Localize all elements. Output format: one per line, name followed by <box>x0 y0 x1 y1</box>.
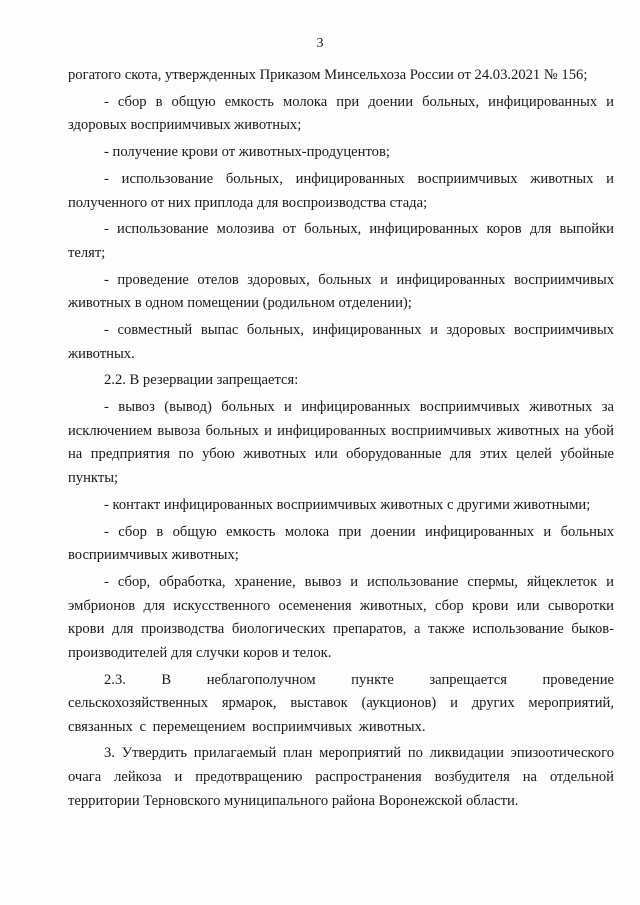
list-item-colostrum: - использование молозива от больных, инфицированных коров для выпойки телят; <box>68 221 614 261</box>
section-2-3: 2.3. В неблагополучном пункте запрещается проведение сельскохозяйственных ярмарок, выставок (аукционов) и других мероприятий, связанных с перемещением восприимчивых животных. <box>68 671 614 735</box>
list-item-calving: - проведение отелов здоровых, больных и инфицированных восприимчивых животных в одном помещении (родильном отделении); <box>68 271 614 312</box>
document-body <box>68 64 614 816</box>
section-2-2-heading: 2.2. В резервации запрещается: <box>104 372 299 389</box>
page-number: 3 <box>316 36 324 51</box>
list-item-milk-collection: - сбор в общую емкость молока при доении больных, инфицированных и здоровых восприимчивых животных; <box>68 93 614 134</box>
list-item-breeding-use: - использование больных, инфицированных восприимчивых животных и полученного от них приплода для воспроизводства стада; <box>68 170 614 211</box>
section-3-approve-plan: 3. Утвердить прилагаемый план мероприятий по ликвидации эпизоотического очага лейкоза и предотвращению распространения возбудителя на отдельной территории Терновского муниципального района Воронежской области. <box>68 745 614 809</box>
list-item-sperm-embryos: - сбор, обработка, хранение, вывоз и использование спермы, яйцеклеток и эмбрионов для искусственного осеменения животных, сбор крови или сыворотки крови для производства биологических препаратов, а также использование быков-производителей для случки коров и телок. <box>68 573 614 661</box>
list-item-milk-infected: - сбор в общую емкость молока при доении инфицированных и больных восприимчивых животных; <box>68 523 614 564</box>
paragraph-continuation: рогатого скота, утвержденных Приказом Минсельхоза России от 24.03.2021 № 156; <box>68 67 588 83</box>
list-item-blood-collection: - получение крови от животных-продуцентов; <box>104 144 390 161</box>
list-item-contact: - контакт инфицированных восприимчивых животных с другими животными; <box>104 496 591 513</box>
list-item-grazing: - совместный выпас больных, инфицированных и здоровых восприимчивых животных. <box>68 322 614 362</box>
list-item-export: - вывоз (вывод) больных и инфицированных восприимчивых животных за исключением вывоза больных и инфицированных восприимчивых животных на убой на предприятия по убою животных или оборудованные для этих целей убойные пункты; <box>68 399 614 486</box>
